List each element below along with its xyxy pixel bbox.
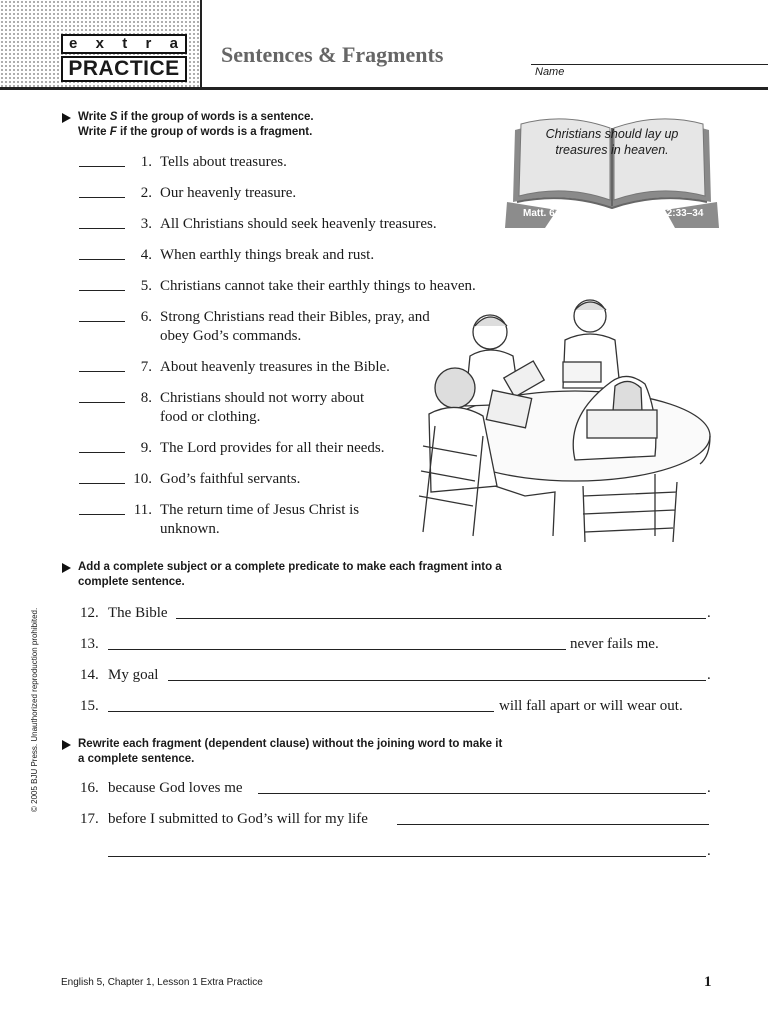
answer-blank[interactable]	[79, 371, 125, 372]
answer-blank[interactable]	[79, 321, 125, 322]
answer-blank[interactable]	[79, 483, 125, 484]
item-text: Our heavenly treasure.	[160, 185, 297, 201]
item-number: 5.	[140, 278, 152, 294]
arrow-icon	[62, 113, 71, 123]
answer-line[interactable]	[108, 649, 566, 650]
instruction-text: Write	[78, 126, 110, 138]
logo-extra	[61, 34, 187, 54]
instruction-text: if the group of words is a fragment.	[116, 126, 313, 138]
item-text: never fails me.	[570, 636, 659, 652]
instruction-text: complete sentence.	[78, 576, 185, 588]
item-text: God’s faithful servants.	[160, 471, 301, 487]
answer-blank[interactable]	[79, 402, 125, 403]
item-text: food or clothing.	[160, 409, 261, 425]
item-number: 11.	[133, 502, 152, 518]
answer-line[interactable]	[176, 618, 706, 619]
instruction-text: Rewrite each fragment (dependent clause) without the joining word to make it	[78, 738, 503, 750]
period: .	[707, 667, 711, 683]
instruction-text: a complete sentence.	[78, 753, 195, 765]
logo-practice: PRACTICE	[61, 56, 187, 82]
item-number: 2.	[140, 185, 152, 201]
item-number: 9.	[140, 440, 152, 456]
item-number: 7.	[140, 359, 152, 375]
period: .	[707, 605, 711, 621]
logo-extra-letter: r	[145, 35, 153, 52]
extra-practice-logo	[61, 34, 187, 82]
item-text: because God loves me	[108, 780, 243, 796]
item-number: 8.	[140, 390, 152, 406]
item-text: will fall apart or will wear out.	[499, 698, 683, 714]
answer-line[interactable]	[108, 856, 706, 857]
item-text: Strong Christians read their Bibles, pray, and	[160, 309, 430, 325]
name-field[interactable]	[531, 64, 768, 65]
answer-line[interactable]	[168, 680, 706, 681]
item-number: 4.	[140, 247, 152, 263]
logo-extra-letter: t	[122, 35, 129, 52]
item-text: Christians should not worry about	[160, 390, 365, 406]
name-label: Name	[535, 66, 565, 78]
item-text: About heavenly treasures in the Bible.	[160, 359, 390, 375]
page-number: 1	[704, 974, 712, 990]
answer-line[interactable]	[108, 711, 494, 712]
instruction-text: if the group of words is a sentence.	[117, 111, 314, 123]
answer-line[interactable]	[258, 793, 706, 794]
item-text: The return time of Jesus Christ is	[160, 502, 360, 518]
answer-blank[interactable]	[79, 197, 125, 198]
period: .	[707, 780, 711, 796]
item-text: Tells about treasures.	[160, 154, 287, 170]
logo-extra-letter: e	[69, 35, 79, 52]
instruction-letter: S	[109, 111, 118, 123]
item-text: obey God’s commands.	[160, 328, 302, 344]
item-number: 10.	[133, 471, 152, 487]
arrow-icon	[62, 740, 71, 750]
item-text: Christians cannot take their earthly things to heaven.	[160, 278, 476, 294]
children-reading-illustration	[415, 296, 715, 544]
arrow-icon	[62, 563, 71, 573]
header-divider	[200, 0, 202, 88]
answer-blank[interactable]	[79, 166, 125, 167]
item-text: All Christians should seek heavenly treasures.	[160, 216, 437, 232]
logo-extra-letter: a	[169, 35, 179, 52]
item-number: 12.	[80, 605, 99, 621]
page-title: Sentences & Fragments	[221, 42, 444, 67]
answer-blank[interactable]	[79, 259, 125, 260]
item-number: 13.	[80, 636, 99, 652]
item-number: 15.	[80, 698, 99, 714]
item-number: 6.	[140, 309, 152, 325]
answer-line[interactable]	[397, 824, 709, 825]
answer-blank[interactable]	[79, 452, 125, 453]
answer-blank[interactable]	[79, 228, 125, 229]
item-text: When earthly things break and rust.	[160, 247, 375, 263]
period: .	[707, 843, 711, 859]
header-rule	[0, 87, 768, 90]
instruction-text: Write	[78, 111, 110, 123]
bible-caption: Christians should lay up	[545, 127, 679, 141]
item-text: unknown.	[160, 521, 220, 537]
item-text: The Lord provides for all their needs.	[160, 440, 385, 456]
open-bible-illustration	[505, 110, 719, 228]
item-text: My goal	[108, 667, 159, 683]
answer-blank[interactable]	[79, 290, 125, 291]
instruction-text: Add a complete subject or a complete predicate to make each fragment into a	[78, 561, 502, 573]
item-number: 3.	[140, 216, 152, 232]
item-number: 14.	[80, 667, 99, 683]
bible-caption: treasures in heaven.	[555, 143, 669, 157]
item-number: 1.	[140, 154, 152, 170]
logo-extra-letter: x	[95, 35, 105, 52]
instruction-letter: F	[109, 126, 117, 138]
answer-blank[interactable]	[79, 514, 125, 515]
item-number: 17.	[80, 811, 99, 827]
item-number: 16.	[80, 780, 99, 796]
ref-right: Luke 12:33–34	[635, 208, 704, 219]
ref-left: Matt. 6:20	[523, 208, 570, 219]
copyright-notice: © 2005 BJU Press. Unauthorized reproduction prohibited.	[30, 607, 39, 812]
footer-text: English 5, Chapter 1, Lesson 1 Extra Practice	[61, 977, 263, 988]
item-text: before I submitted to God’s will for my life	[108, 811, 368, 827]
item-text: The Bible	[108, 605, 168, 621]
